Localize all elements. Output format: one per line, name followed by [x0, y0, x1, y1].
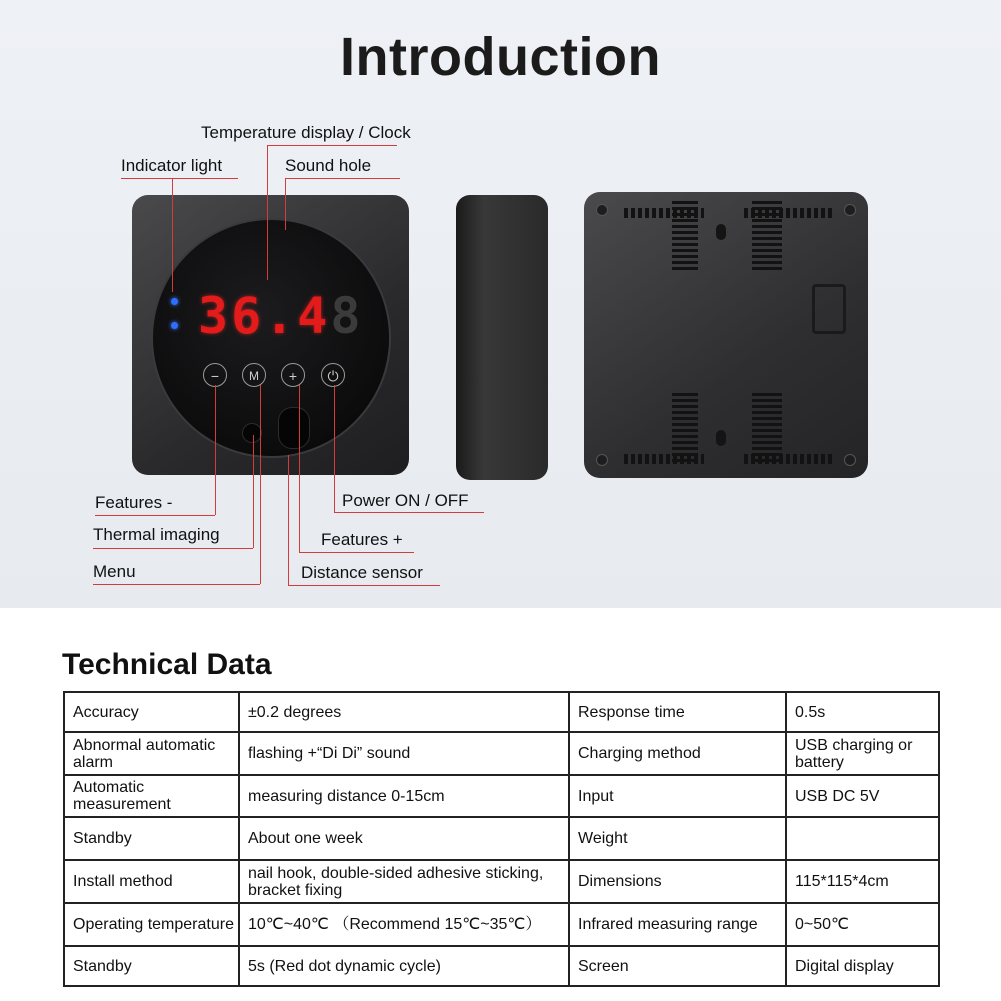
label-indicator-light: Indicator light: [121, 156, 223, 175]
callout-line: [215, 385, 216, 515]
callout-line: [288, 585, 440, 586]
table-value-cell: [786, 817, 939, 860]
table-label-cell: Dimensions: [569, 860, 786, 903]
bracket-slot: [812, 284, 846, 334]
label-temperature-display: Temperature display / Clock: [201, 123, 411, 142]
screw-icon: [844, 204, 856, 216]
label-features-minus: Features -: [95, 493, 173, 512]
callout-line: [95, 515, 215, 516]
table-value-cell: 5s (Red dot dynamic cycle): [239, 946, 569, 986]
table-label-cell: Screen: [569, 946, 786, 986]
table-label-cell: Standby: [64, 946, 239, 986]
table-value-cell: USB charging or battery: [786, 732, 939, 775]
page-title: Introduction: [340, 27, 661, 87]
screw-icon: [596, 204, 608, 216]
table-label-cell: Charging method: [569, 732, 786, 775]
callout-line: [334, 512, 484, 513]
table-value-cell: measuring distance 0-15cm: [239, 775, 569, 817]
vent-slots: [752, 200, 782, 270]
vent-slots: [672, 392, 698, 462]
callout-line: [288, 455, 289, 585]
nail-hook-icon: [716, 430, 726, 446]
temperature-readout: 36.48: [198, 287, 364, 345]
technical-data-table: [63, 691, 940, 987]
callout-line: [267, 145, 268, 280]
table-value-cell: 115*115*4cm: [786, 860, 939, 903]
device-front-view: [132, 195, 409, 475]
table-value-cell: ±0.2 degrees: [239, 692, 569, 732]
table-label-cell: Infrared measuring range: [569, 903, 786, 946]
table-value-cell: USB DC 5V: [786, 775, 939, 817]
plus-button: +: [281, 363, 305, 387]
label-sound-hole: Sound hole: [285, 156, 372, 175]
table-row: [64, 775, 939, 817]
table-label-cell: Accuracy: [64, 692, 239, 732]
callout-line: [93, 548, 253, 549]
table-label-cell: Abnormal automatic alarm: [64, 732, 239, 775]
screw-icon: [844, 454, 856, 466]
callout-line: [285, 178, 286, 230]
screw-icon: [596, 454, 608, 466]
callout-line: [121, 178, 238, 179]
table-row: [64, 946, 939, 986]
table-value-cell: 0.5s: [786, 692, 939, 732]
callout-line: [267, 145, 397, 146]
callout-line: [299, 552, 414, 553]
minus-button: −: [203, 363, 227, 387]
table-row: [64, 732, 939, 775]
table-label-cell: Weight: [569, 817, 786, 860]
table-row: [64, 817, 939, 860]
label-thermal-imaging: Thermal imaging: [93, 525, 220, 544]
indicator-led-icon: [171, 322, 178, 329]
label-power: Power ON / OFF: [342, 491, 469, 510]
callout-line: [299, 385, 300, 552]
table-value-cell: nail hook, double-sided adhesive sticking, bracket fixing: [239, 860, 569, 903]
table-label-cell: Input: [569, 775, 786, 817]
menu-button: M: [242, 363, 266, 387]
vent-slots: [672, 200, 698, 270]
thermal-sensor-hole: [242, 423, 262, 443]
table-value-cell: flashing +“Di Di” sound: [239, 732, 569, 775]
table-value-cell: Digital display: [786, 946, 939, 986]
table-row: [64, 692, 939, 732]
label-features-plus: Features +: [321, 530, 403, 549]
device-side-view: [456, 195, 548, 480]
power-button: ⏻: [321, 363, 345, 387]
table-label-cell: Response time: [569, 692, 786, 732]
device-back-view: [584, 192, 868, 478]
label-menu: Menu: [93, 562, 136, 581]
callout-line: [285, 178, 400, 179]
table-label-cell: Automatic measurement: [64, 775, 239, 817]
distance-sensor-window: [278, 407, 310, 449]
table-label-cell: Install method: [64, 860, 239, 903]
table-label-cell: Operating temperature: [64, 903, 239, 946]
callout-line: [334, 385, 335, 512]
section-title-technical-data: Technical Data: [62, 648, 272, 681]
table-label-cell: Standby: [64, 817, 239, 860]
callout-line: [172, 178, 173, 292]
table-value-cell: About one week: [239, 817, 569, 860]
callout-line: [260, 385, 261, 584]
table-row: [64, 860, 939, 903]
table-value-cell: 0~50℃: [786, 903, 939, 946]
vent-slots: [752, 392, 782, 462]
callout-line: [93, 584, 260, 585]
label-distance-sensor: Distance sensor: [301, 563, 423, 582]
callout-line: [253, 435, 254, 548]
table-value-cell: 10℃~40℃ （Recommend 15℃~35℃）: [239, 903, 569, 946]
indicator-led-icon: [171, 298, 178, 305]
nail-hook-icon: [716, 224, 726, 240]
table-row: [64, 903, 939, 946]
